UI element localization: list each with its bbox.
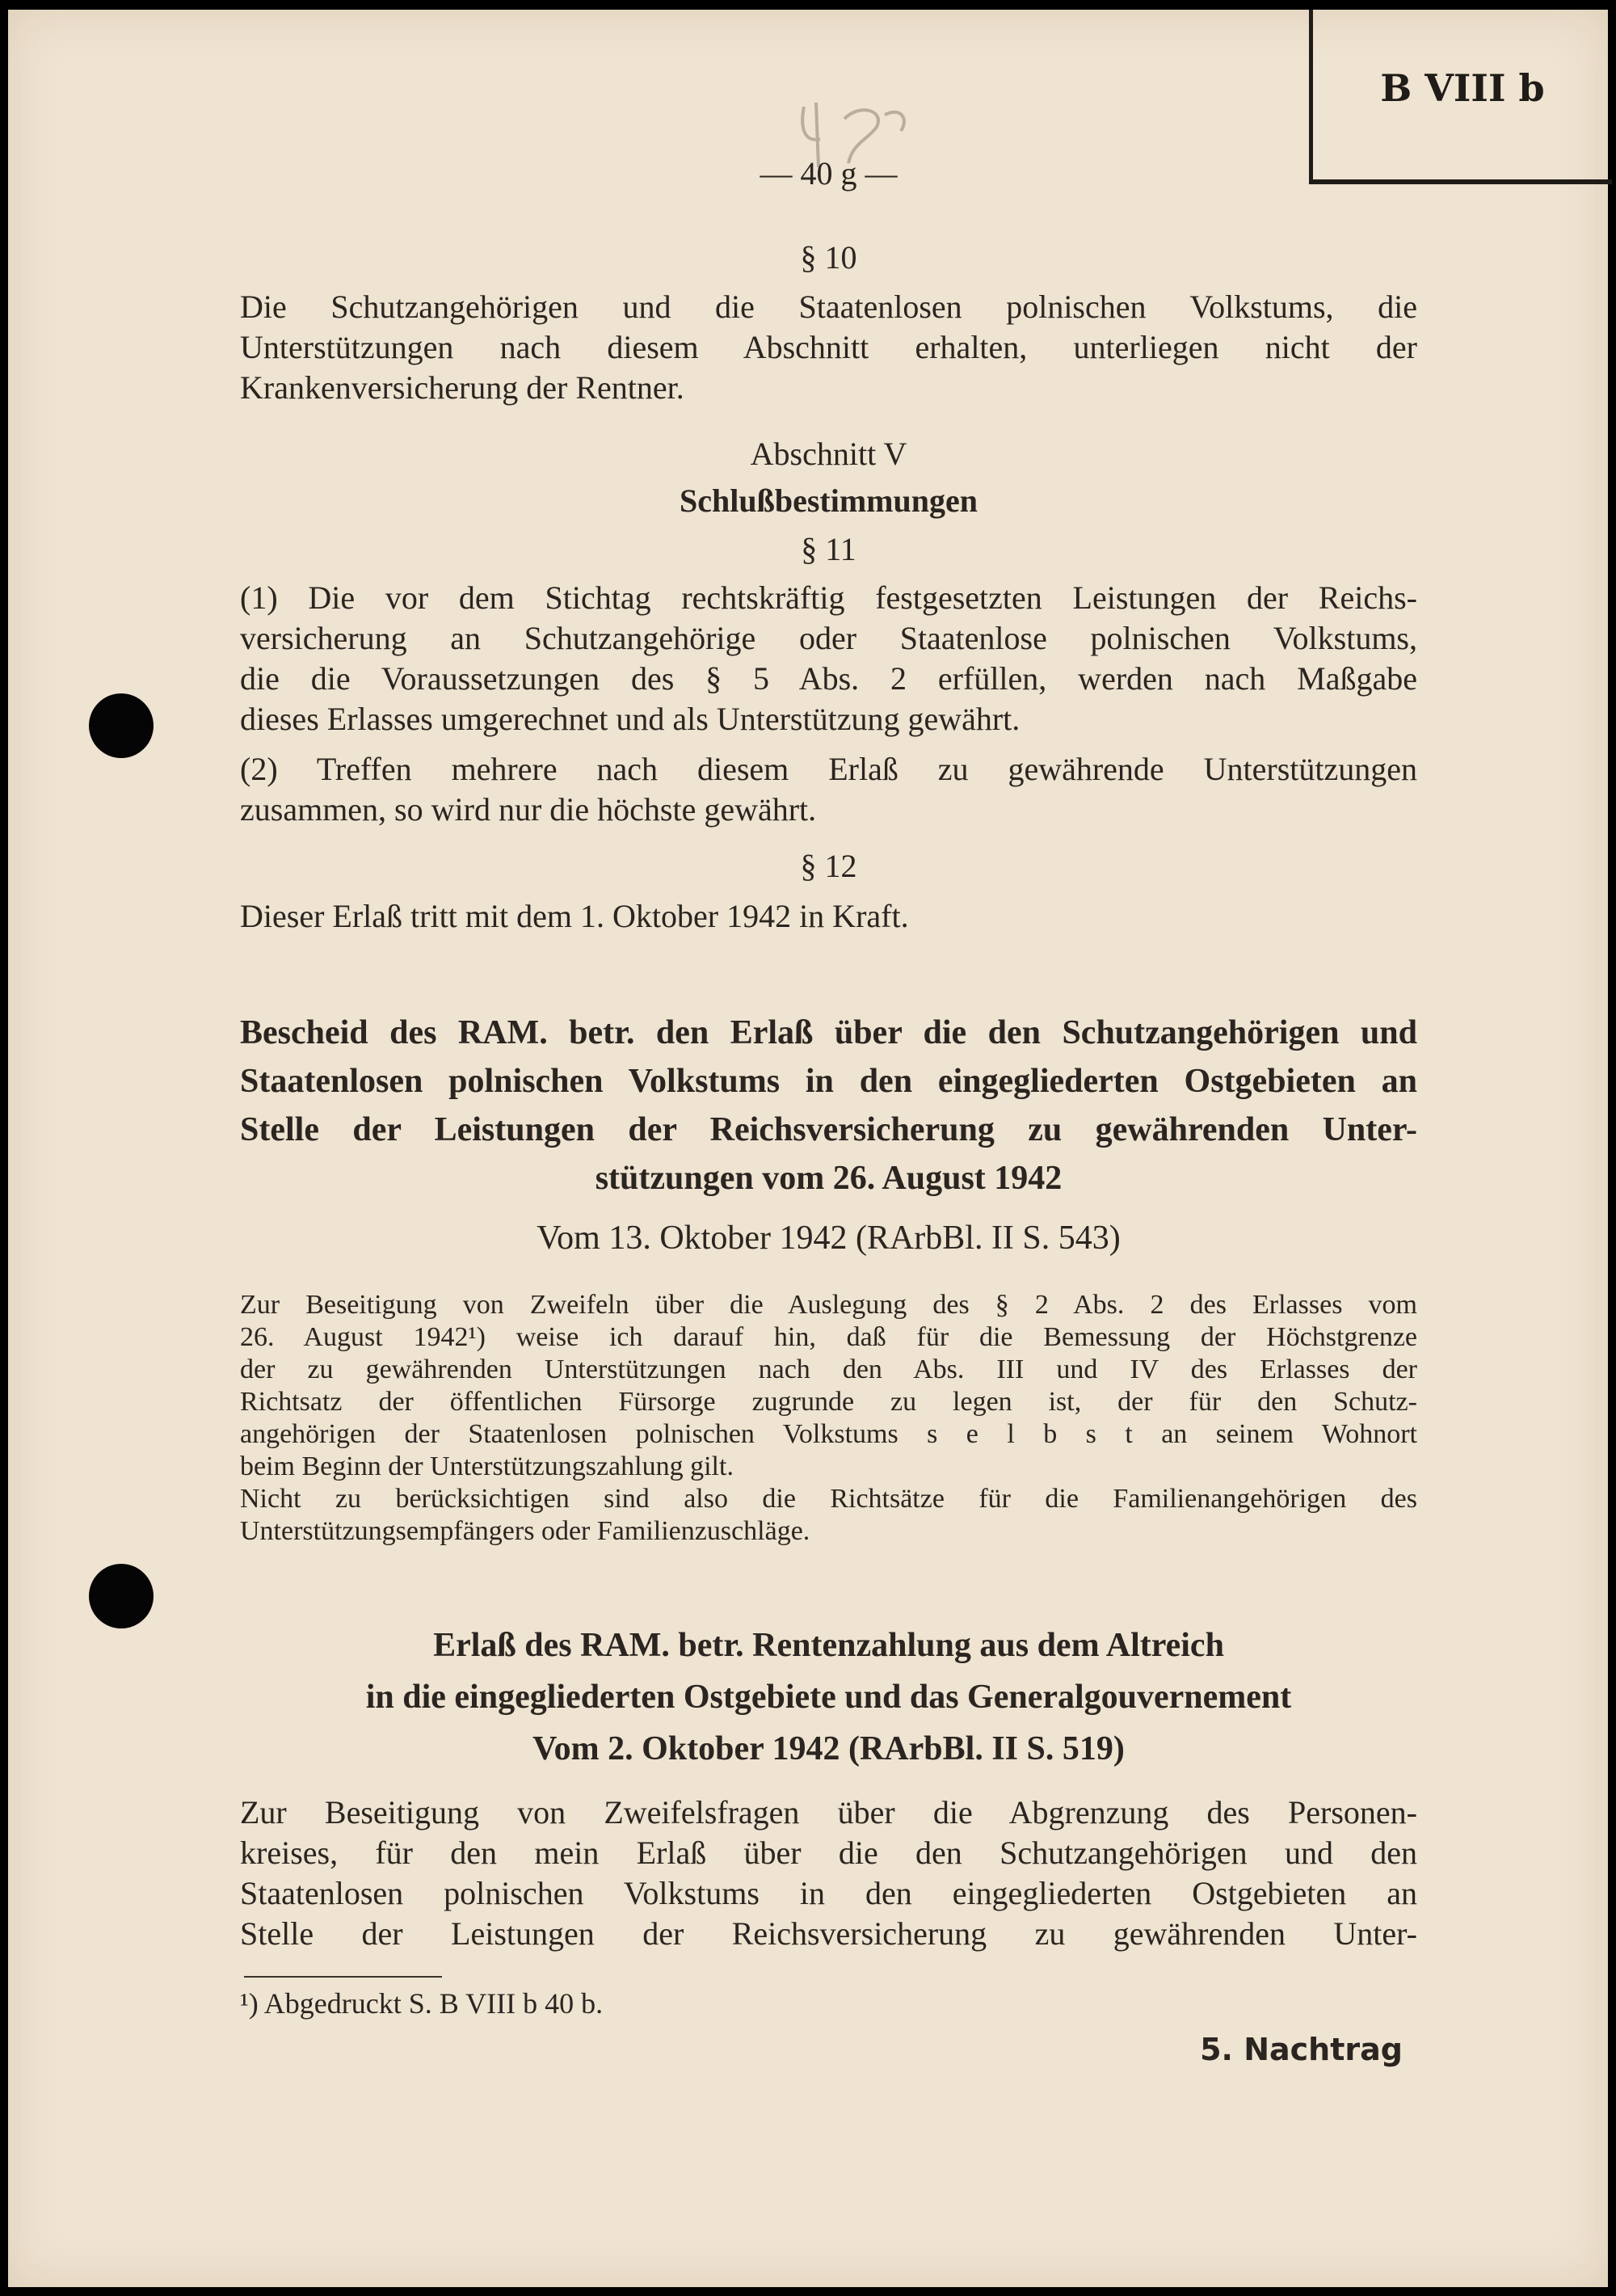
erlass-body-line: Staatenlosen polnischen Volkstums in den eingegliederten Ostgebieten an [240, 1875, 1417, 1911]
bescheid-body-line: angehörigen der Staatenlosen polnischen Volkstums s e l b s t an seinem Wohnort [240, 1419, 1417, 1449]
footnote-rule [244, 1976, 442, 1978]
bescheid-body-line: beim Beginn der Unterstützungszahlung gilt. [240, 1451, 734, 1481]
bescheid-date: Vom 13. Oktober 1942 (RArbBl. II S. 543) [537, 1220, 1121, 1257]
page-number: — 40 g — [760, 155, 898, 192]
section-10-line: Krankenversicherung der Rentner. [240, 369, 684, 406]
section-12-text: Dieser Erlaß tritt mit dem 1. Oktober 1942 in Kraft. [240, 898, 909, 934]
section-11-line: die die Voraussetzungen des § 5 Abs. 2 erfüllen, werden nach Maßgabe [240, 660, 1417, 697]
punch-hole [89, 1564, 154, 1628]
erlass-body-line: Zur Beseitigung von Zweifelsfragen über die Abgrenzung des Personen- [240, 1794, 1417, 1830]
section-10-line: Unterstützungen nach diesem Abschnitt erhalten, unterliegen nicht der [240, 329, 1417, 365]
section-11-line: (1) Die vor dem Stichtag rechtskräftig festgesetzten Leistungen der Reichs- [240, 579, 1417, 616]
section-12-title: § 12 [800, 848, 857, 884]
bescheid-body-line: Nicht zu berücksichtigen sind also die Richtsätze für die Familienangehörigen des [240, 1484, 1417, 1514]
section-11-line: zusammen, so wird nur die höchste gewährt. [240, 791, 817, 828]
bescheid-body-line: Richtsatz der öffentlichen Fürsorge zugrunde zu legen ist, der für den Schutz- [240, 1387, 1417, 1417]
erlass-date [240, 1729, 1417, 1769]
bescheid-heading-line: Stelle der Leistungen der Reichsversicherung zu gewährenden Unter- [240, 1111, 1417, 1148]
section-11-para-2 [240, 749, 1417, 830]
abschnitt-heading: Abschnitt V [750, 436, 907, 472]
schlussbestimmungen-heading: Schlußbestimmungen [680, 482, 978, 519]
erlass-heading-line: in die eingegliederten Ostgebiete und das Generalgouvernement [365, 1679, 1292, 1716]
bescheid-body-line: Unterstützungsempfängers oder Familienzuschläge. [240, 1516, 810, 1546]
erlass-body-line: Stelle der Leistungen der Reichsversicherung zu gewährenden Unter- [240, 1915, 1417, 1952]
bescheid-body-line: Zur Beseitigung von Zweifeln über die Auslegung des § 2 Abs. 2 des Erlasses vom [240, 1290, 1417, 1320]
bescheid-heading-line: stützungen vom 26. August 1942 [595, 1160, 1063, 1197]
section-11-para-1 [240, 578, 1417, 739]
erlass-heading [240, 1620, 1417, 1723]
bescheid-heading [240, 1009, 1417, 1203]
section-11-title: § 11 [801, 531, 856, 567]
erlass-heading-line: Erlaß des RAM. betr. Rentenzahlung aus dem Altreich [433, 1627, 1224, 1664]
erlass-body [240, 1793, 1417, 1954]
section-11-line: (2) Treffen mehrere nach diesem Erlaß zu gewährende Unterstützungen [240, 751, 1417, 787]
erlass-date-text: Vom 2. Oktober 1942 (RArbBl. II S. 519) [532, 1730, 1125, 1767]
nachtrag-label: 5. Nachtrag [1200, 2032, 1403, 2067]
section-10-title: § 10 [800, 239, 857, 276]
section-stamp-label: B VIII b [1380, 66, 1545, 110]
erlass-body-line: kreises, für den mein Erlaß über die den Schutzangehörigen und den [240, 1835, 1417, 1871]
punch-hole [89, 693, 154, 758]
section-11-line: dieses Erlasses umgerechnet und als Unterstützung gewährt. [240, 701, 1021, 737]
document-page [8, 10, 1608, 2287]
bescheid-body-line: der zu gewährenden Unterstützungen nach den Abs. III und IV des Erlasses der [240, 1354, 1417, 1384]
bescheid-body [240, 1289, 1417, 1548]
bescheid-heading-line: Bescheid des RAM. betr. den Erlaß über die den Schutzangehörigen und [240, 1014, 1417, 1051]
footnote: ¹) Abgedruckt S. B VIII b 40 b. [240, 1987, 604, 2020]
section-10-line: Die Schutzangehörigen und die Staatenlosen polnischen Volkstums, die [240, 289, 1417, 325]
section-11-line: versicherung an Schutzangehörige oder Staatenlose polnischen Volkstums, [240, 620, 1417, 656]
section-10-text [240, 287, 1417, 408]
bescheid-heading-line: Staatenlosen polnischen Volkstums in den eingegliederten Ostgebieten an [240, 1063, 1417, 1100]
bescheid-body-line: 26. August 1942¹) weise ich darauf hin, daß für die Bemessung der Höchstgrenze [240, 1322, 1417, 1352]
